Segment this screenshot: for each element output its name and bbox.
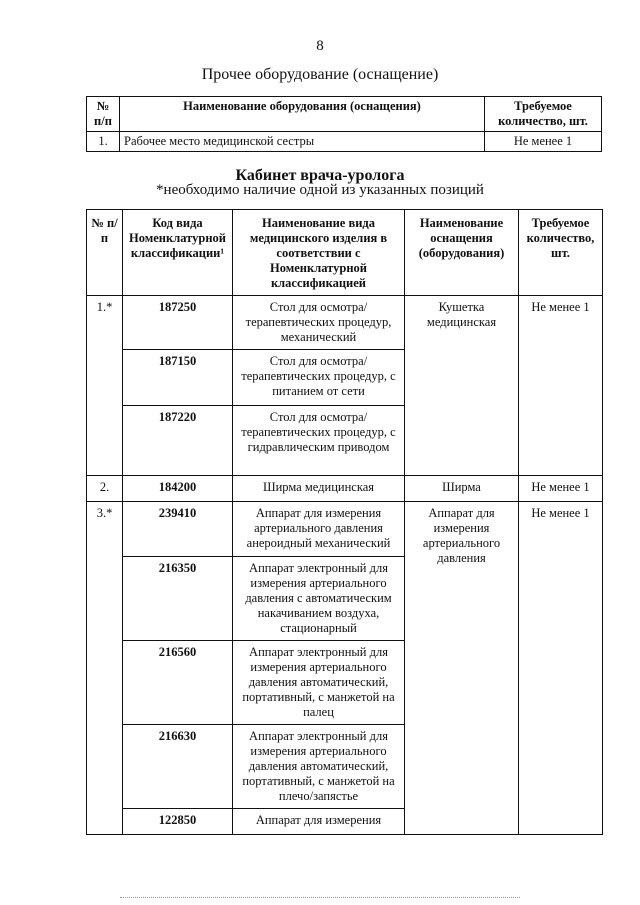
row-code: 239410	[123, 502, 233, 557]
column-header-device-name: Наименование вида медицинского изделия в соответствии с Номенклатурной классификацией	[233, 210, 405, 296]
row-code: 184200	[123, 476, 233, 502]
table-header-row	[87, 97, 602, 132]
row-code: 216630	[123, 725, 233, 809]
row-number: 3.*	[87, 502, 123, 835]
row-code: 216350	[123, 557, 233, 641]
row-code: 122850	[123, 809, 233, 835]
row-device-name: Аппарат электронный для измерения артериального давления автоматический, портативный, с манжетой на плечо/запястье	[233, 725, 405, 809]
cabinet-note: *необходимо наличие одной из указанных позиций	[156, 182, 484, 198]
page-bottom-divider	[120, 897, 520, 898]
column-header-equipment-name: Наименование оснащения (оборудования)	[405, 210, 519, 296]
urologist-equipment-table	[86, 209, 603, 835]
page-number: 8	[316, 38, 324, 54]
row-quantity: Не менее 1	[519, 296, 603, 476]
row-device-name: Аппарат электронный для измерения артериального давления автоматический, портативный, с манжетой на палец	[233, 641, 405, 725]
row-code: 187150	[123, 350, 233, 406]
column-header-code: Код вида Номенклатурной классификации¹	[123, 210, 233, 296]
column-header-quantity: Требуемое количество, шт.	[519, 210, 603, 296]
row-device-name: Ширма медицинская	[233, 476, 405, 502]
row-number: 2.	[87, 476, 123, 502]
column-header-number: № п/п	[87, 210, 123, 296]
row-device-name: Стол для осмотра/терапевтических процедур, с питанием от сети	[233, 350, 405, 406]
row-equipment-name: Кушетка медицинская	[405, 296, 519, 476]
row-quantity: Не менее 1	[485, 132, 602, 152]
row-device-name: Аппарат для измерения	[233, 809, 405, 835]
row-device-name: Аппарат для измерения артериального давления анероидный механический	[233, 502, 405, 557]
row-device-name: Аппарат электронный для измерения артериального давления с автоматическим накачиванием воздуха, стационарный	[233, 557, 405, 641]
row-quantity: Не менее 1	[519, 476, 603, 502]
row-number: 1.	[87, 132, 120, 152]
row-number: 1.*	[87, 296, 123, 476]
column-header-quantity: Требуемое количество, шт.	[485, 97, 602, 132]
row-equipment-name: Рабочее место медицинской сестры	[120, 132, 485, 152]
table-row	[87, 502, 603, 557]
row-code: 187220	[123, 406, 233, 476]
row-code: 187250	[123, 296, 233, 350]
row-quantity: Не менее 1	[519, 502, 603, 835]
other-equipment-table	[86, 96, 602, 152]
table-row	[87, 296, 603, 350]
row-equipment-name: Ширма	[405, 476, 519, 502]
table-row	[87, 132, 602, 152]
column-header-number: № п/п	[87, 97, 120, 132]
row-code: 216560	[123, 641, 233, 725]
row-device-name: Стол для осмотра/терапевтических процедур, с гидравлическим приводом	[233, 406, 405, 476]
cabinet-title: Кабинет врача-уролога	[235, 167, 405, 184]
row-equipment-name: Аппарат для измерения артериального давления	[405, 502, 519, 835]
column-header-equipment-name: Наименование оборудования (оснащения)	[120, 97, 485, 132]
row-device-name: Стол для осмотра/терапевтических процедур, механический	[233, 296, 405, 350]
table-header-row	[87, 210, 603, 296]
section-title: Прочее оборудование (оснащение)	[201, 66, 439, 83]
table-row	[87, 476, 603, 502]
